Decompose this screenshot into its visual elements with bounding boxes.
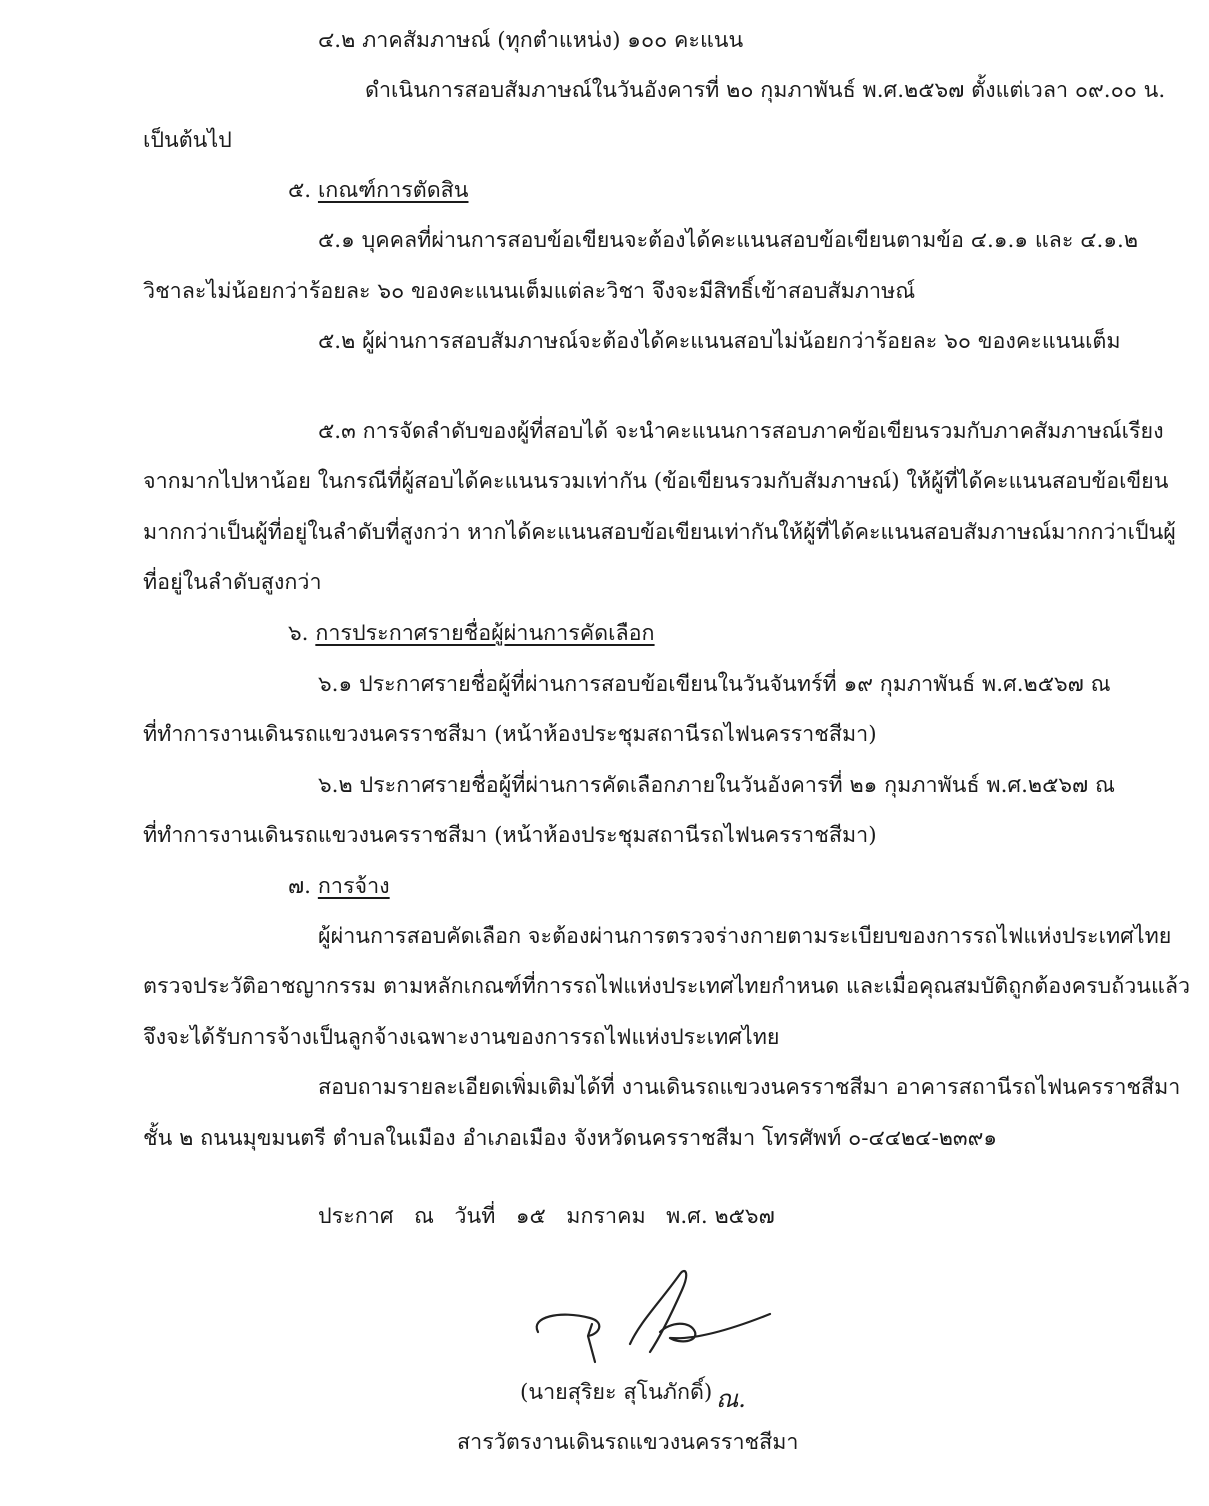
- item-6-2-line2: ที่ทำการงานเดินรถแขวงนครราชสีมา (หน้าห้องประชุมสถานีรถไฟนครราชสีมา): [143, 823, 877, 848]
- section7-number: ๗.: [288, 874, 312, 899]
- contact-line2: ชั้น ๒ ถนนมุขมนตรี ตำบลในเมือง อำเภอเมือง จังหวัดนครราชสีมา โทรศัพท์ ๐-๔๔๒๔-๒๓๙๑: [143, 1126, 997, 1151]
- signatory-name: (นายสุริยะ สุโนภักดิ์): [520, 1380, 713, 1405]
- item-5-3-line1: ๕.๓ การจัดลำดับของผู้ที่สอบได้ จะนำคะแนนการสอบภาคข้อเขียนรวมกับภาคสัมภาษณ์เรียง: [318, 419, 1164, 444]
- section5-heading: [288, 176, 469, 206]
- section5-number: ๕.: [288, 178, 312, 203]
- item-6-1-line2: ที่ทำการงานเดินรถแขวงนครราชสีมา (หน้าห้องประชุมสถานีรถไฟนครราชสีมา): [143, 722, 877, 747]
- item-5-3-line2: จากมากไปหาน้อย ในกรณีที่ผู้สอบได้คะแนนรวมเท่ากัน (ข้อเขียนรวมกับสัมภาษณ์) ให้ผู้ที่ได้คะแนนสอบข้อเขียน: [143, 469, 1169, 494]
- section6-number: ๖.: [288, 621, 309, 646]
- handwritten-signature: [520, 1262, 780, 1372]
- employment-para-line1: ผู้ผ่านการสอบคัดเลือก จะต้องผ่านการตรวจร่างกายตามระเบียบของการรถไฟแห่งประเทศไทย: [318, 924, 1172, 949]
- item-5-1-line1: ๕.๑ บุคคลที่ผ่านการสอบข้อเขียนจะต้องได้คะแนนสอบข้อเขียนตามข้อ ๔.๑.๑ และ ๔.๑.๒: [318, 228, 1138, 253]
- item-4-2: ๔.๒ ภาคสัมภาษณ์ (ทุกตำแหน่ง) ๑๐๐ คะแนน: [318, 28, 744, 53]
- item-5-3-line3: มากกว่าเป็นผู้ที่อยู่ในลำดับที่สูงกว่า หากได้คะแนนสอบข้อเขียนเท่ากันให้ผู้ที่ได้คะแนนสอบสัมภาษณ์มากกว่าเป็นผู้: [143, 520, 1176, 545]
- item-5-1-line2: วิชาละไม่น้อยกว่าร้อยละ ๖๐ ของคะแนนเต็มแต่ละวิชา จึงจะมีสิทธิ์เข้าสอบสัมภาษณ์: [143, 279, 916, 304]
- employment-para-line2: ตรวจประวัติอาชญากรรม ตามหลักเกณฑ์ที่การรถไฟแห่งประเทศไทยกำหนด และเมื่อคุณสมบัติถูกต้องครบถ้วนแล้ว: [143, 974, 1191, 999]
- item-5-3-line4: ที่อยู่ในลำดับสูงกว่า: [143, 570, 322, 595]
- interview-schedule-line2: เป็นต้นไป: [143, 128, 232, 153]
- section7-title: การจ้าง: [317, 874, 390, 899]
- contact-line1: สอบถามรายละเอียดเพิ่มเติมได้ที่ งานเดินรถแขวงนครราชสีมา อาคารสถานีรถไฟนครราชสีมา: [318, 1075, 1181, 1100]
- section6-heading: [288, 619, 655, 649]
- item-5-2: ๕.๒ ผู้ผ่านการสอบสัมภาษณ์จะต้องได้คะแนนสอบไม่น้อยกว่าร้อยละ ๖๐ ของคะแนนเต็ม: [318, 329, 1121, 354]
- section7-heading: [288, 872, 390, 902]
- section5-title: เกณฑ์การตัดสิน: [317, 178, 469, 203]
- announcement-date: ประกาศ ณ วันที่ ๑๕ มกราคม พ.ศ. ๒๕๖๗: [318, 1204, 775, 1229]
- handwritten-initial: ณ.: [716, 1385, 746, 1413]
- item-6-1-line1: ๖.๑ ประกาศรายชื่อผู้ที่ผ่านการสอบข้อเขียนในวันจันทร์ที่ ๑๙ กุมภาพันธ์ พ.ศ.๒๕๖๗ ณ: [318, 672, 1111, 697]
- item-6-2-line1: ๖.๒ ประกาศรายชื่อผู้ที่ผ่านการคัดเลือกภายในวันอังคารที่ ๒๑ กุมภาพันธ์ พ.ศ.๒๕๖๗ ณ: [318, 773, 1115, 798]
- section6-title: การประกาศรายชื่อผู้ผ่านการคัดเลือก: [315, 621, 655, 646]
- signatory-title: สารวัตรงานเดินรถแขวงนครราชสีมา: [457, 1430, 799, 1455]
- employment-para-line3: จึงจะได้รับการจ้างเป็นลูกจ้างเฉพาะงานของการรถไฟแห่งประเทศไทย: [143, 1025, 780, 1050]
- interview-schedule-line1: ดำเนินการสอบสัมภาษณ์ในวันอังคารที่ ๒๐ กุมภาพันธ์ พ.ศ.๒๕๖๗ ตั้งแต่เวลา ๐๙.๐๐ น.: [365, 78, 1166, 103]
